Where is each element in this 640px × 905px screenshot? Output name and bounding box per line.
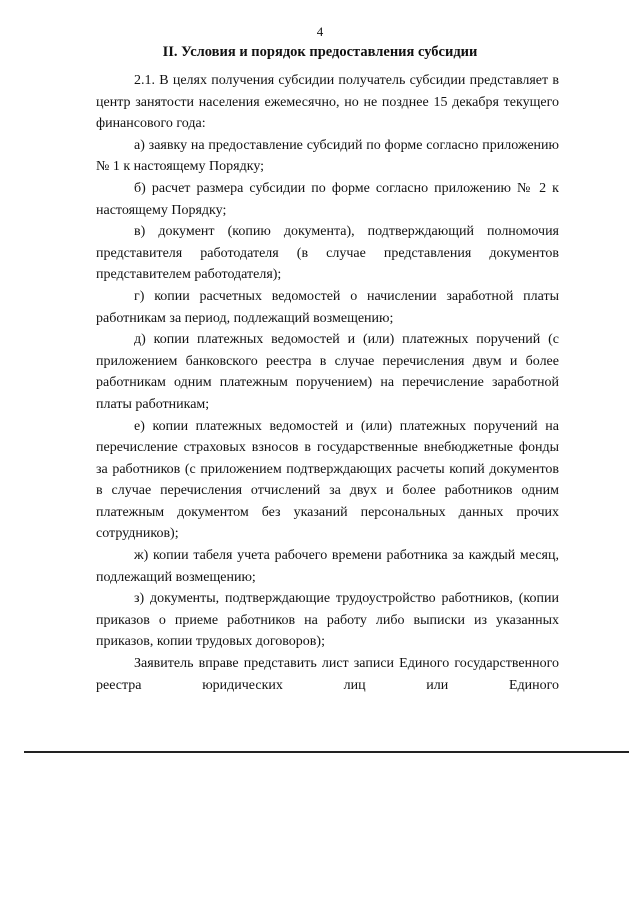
list-item-v: в) документ (копию документа), подтверждающий полномочия представителя работодателя (в случае представления документов представителем работодателя); xyxy=(96,224,559,283)
paragraph-applicant: Заявитель вправе представить лист записи Единого государственного реестра юридических лиц или Единого xyxy=(96,656,559,693)
list-item-b: б) расчет размера субсидии по форме согласно приложению № 2 к настоящему Порядку; xyxy=(96,180,559,218)
paragraph-2-1: 2.1. В целях получения субсидии получатель субсидии представляет в центр занятости населения ежемесячно, но не позднее 15 декабря текущего финансового года: xyxy=(96,73,559,132)
list-item-zh: ж) копии табеля учета рабочего времени работника за каждый месяц, подлежащий возмещению; xyxy=(96,548,559,585)
list-item-a: а) заявку на предоставление субсидий по форме согласно приложению № 1 к настоящему Порядку; xyxy=(96,137,559,175)
section-title: II. Условия и порядок предоставления субсидии xyxy=(162,44,478,60)
list-item-e: е) копии платежных ведомостей и (или) платежных поручений на перечисление страховых взносов в государственные внебюджетные фонды за работников (с приложением подтверждающих расчеты копий документов в случае перечисления отчислений за двух и более работников одним платежным документом без указаний персональных данных прочих сотрудников); xyxy=(96,418,559,542)
document-body xyxy=(96,70,559,696)
list-item-g: г) копии расчетных ведомостей о начислении заработной платы работникам за период, подлежащий возмещению; xyxy=(96,288,559,326)
list-item-d: д) копии платежных ведомостей и (или) платежных поручений (с приложением банковского реестра в случае перечисления двум и более работникам одним платежным поручением) на перечисление заработной платы работникам; xyxy=(96,332,559,412)
page-number: 4 xyxy=(316,24,324,39)
list-item-z: з) документы, подтверждающие трудоустройство работников, (копии приказов о приеме работников на работу либо выписки из указанных приказов, копии трудовых договоров); xyxy=(96,591,559,650)
page-bottom-divider xyxy=(24,751,629,753)
